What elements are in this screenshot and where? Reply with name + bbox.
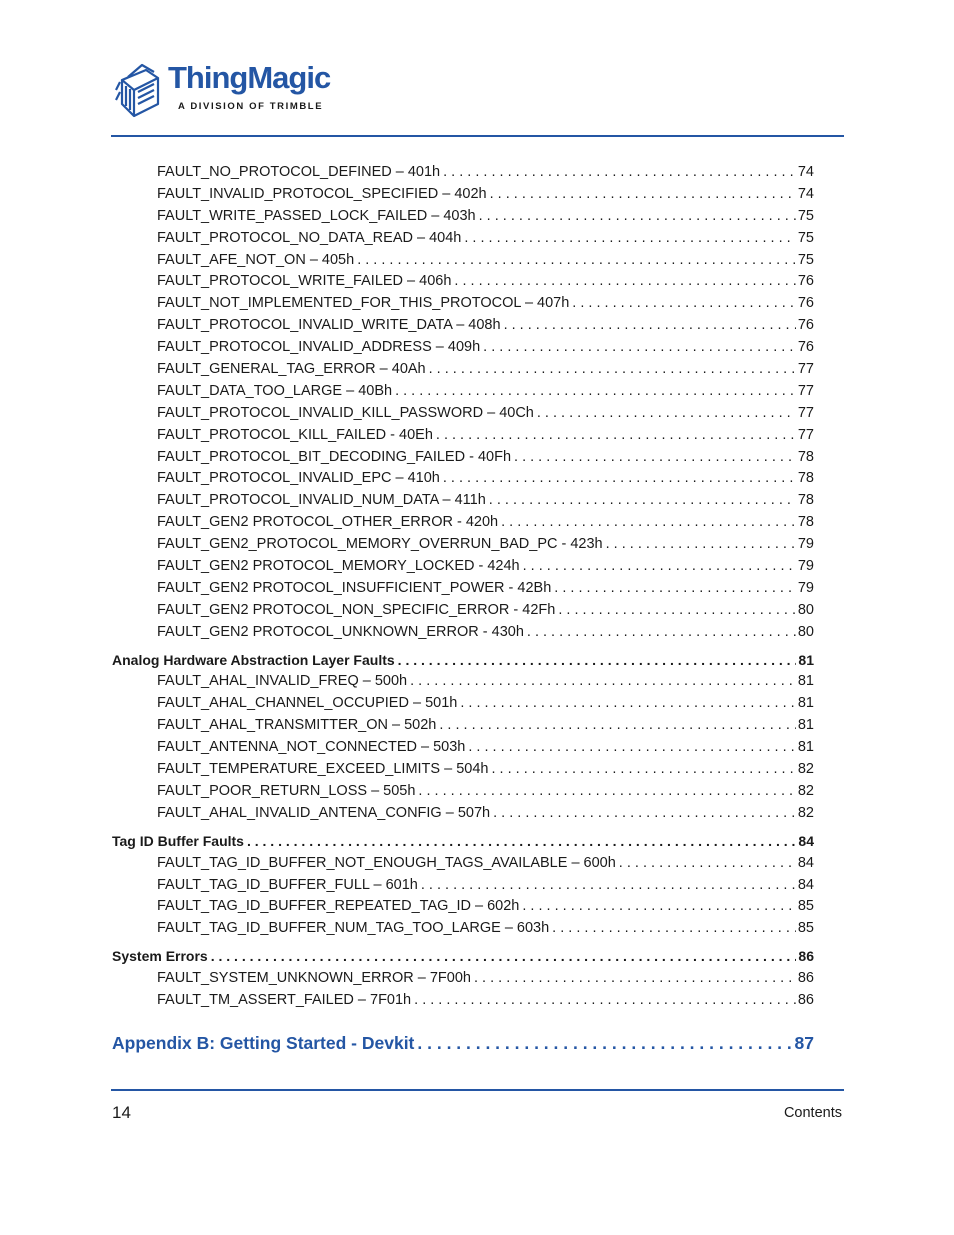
toc-entry[interactable] [112,715,814,737]
toc-entry-title: FAULT_PROTOCOL_BIT_DECODING_FAILED - 40Fh [157,448,512,465]
toc-entry[interactable] [112,228,814,250]
toc-entry[interactable] [112,556,814,578]
toc-page-number: 87 [794,1032,814,1053]
toc-entry-title: FAULT_NO_PROTOCOL_DEFINED – 401h [157,164,441,180]
toc-appendix-b[interactable] [112,1030,814,1056]
toc-entry[interactable] [112,337,814,359]
toc-page-number: 78 [797,492,814,509]
toc-dot-leader [426,359,796,381]
toc-entry-title: FAULT_PROTOCOL_KILL_FAILED - 40Eh [157,426,433,443]
toc-page-number: 76 [797,339,814,356]
toc-page-number: 77 [797,382,814,399]
toc-group-protocol-faults [112,162,814,644]
toc-dot-leader [414,1030,792,1056]
toc-entry[interactable] [112,447,814,469]
toc-entry-title: FAULT_AHAL_INVALID_ANTENA_CONFIG – 507h [157,804,491,821]
toc-section-title: System Errors [112,948,208,965]
toc-dot-leader [549,918,796,940]
toc-dot-leader [451,271,795,293]
toc-entry[interactable] [112,737,814,759]
toc-entry-title: FAULT_SYSTEM_UNKNOWN_ERROR – 7F00h [157,970,471,987]
toc-page-number: 80 [797,601,814,618]
toc-entry-title: FAULT_PROTOCOL_INVALID_WRITE_DATA – 408h [157,317,501,334]
toc-dot-leader [415,781,795,803]
toc-entry-title: FAULT_AHAL_TRANSMITTER_ON – 502h [157,717,437,734]
toc-page-number: 79 [797,579,814,596]
footer-section-label: Contents [783,1105,842,1121]
toc-dot-leader [569,293,796,315]
toc-dot-leader [476,206,796,228]
toc-appendix-title: Appendix B: Getting Started - Devkit [112,1032,415,1053]
toc-entry-title: FAULT_TAG_ID_BUFFER_REPEATED_TAG_ID – 602h [157,898,520,915]
toc-entry-title: FAULT_DATA_TOO_LARGE – 40Bh [157,382,393,399]
toc-section-system-errors[interactable] [112,946,814,968]
toc-dot-leader [490,803,796,825]
toc-entry-title: FAULT_GEN2 PROTOCOL_OTHER_ERROR - 420h [157,514,499,531]
toc-page-number: 78 [797,448,814,465]
toc-page-number: 84 [797,854,814,871]
toc-dot-leader [440,468,796,490]
toc-dot-leader [520,556,796,578]
toc-dot-leader [519,896,796,918]
toc-dot-leader [392,381,796,403]
toc-dot-leader [487,184,796,206]
toc-page-number: 86 [798,948,814,965]
toc-entry-title: FAULT_GEN2 PROTOCOL_MEMORY_LOCKED - 424h [157,558,520,575]
toc-dot-leader [498,512,796,534]
toc-entry-title: FAULT_TM_ASSERT_FAILED – 7F01h [157,991,412,1008]
toc-entry[interactable] [112,293,814,315]
toc-page-number: 77 [797,426,814,443]
toc-dot-leader [486,490,796,512]
logo-subtitle: A DIVISION OF TRIMBLE [178,101,324,112]
toc-entry[interactable] [112,968,814,990]
toc-entry-title: FAULT_TAG_ID_BUFFER_NUM_TAG_TOO_LARGE – 603h [157,920,550,937]
toc-dot-leader [480,337,796,359]
toc-dot-leader [471,968,796,990]
toc-entry[interactable] [112,184,814,206]
toc-dot-leader [603,534,796,556]
toc-page-number: 86 [797,991,814,1008]
toc-page-number: 74 [797,164,814,180]
toc-entry[interactable] [112,403,814,425]
toc-dot-leader [524,622,796,644]
toc-page-number: 86 [797,970,814,987]
toc-entry[interactable] [112,468,814,490]
toc-group-tag-id-faults [112,853,814,941]
toc-page-number: 85 [797,920,814,937]
toc-dot-leader [511,447,796,469]
toc-page-number: 76 [797,273,814,290]
toc-dot-leader [436,715,796,737]
toc-page-number: 75 [797,207,814,224]
toc-entry-title: FAULT_PROTOCOL_INVALID_NUM_DATA – 411h [157,492,486,509]
toc-dot-leader [465,737,796,759]
toc-dot-leader [433,425,796,447]
toc-section-tag-id-buffer[interactable] [112,831,814,853]
toc-page-number: 82 [797,804,814,821]
page-number: 14 [112,1103,131,1122]
toc-dot-leader [407,671,796,693]
toc-page-number: 76 [797,295,814,312]
toc-entry-title: FAULT_GENERAL_TAG_ERROR – 40Ah [157,361,426,378]
toc-section-title: Analog Hardware Abstraction Layer Faults [112,651,395,668]
toc-page-number: 81 [798,651,814,668]
toc-entry-title: FAULT_PROTOCOL_INVALID_ADDRESS – 409h [157,339,481,356]
thingmagic-logo [112,60,342,122]
toc-section-title: Tag ID Buffer Faults [112,832,244,849]
toc-group-analog-faults [112,671,814,824]
toc-entry-title: FAULT_WRITE_PASSED_LOCK_FAILED – 403h [157,207,476,224]
toc-page-number: 85 [797,898,814,915]
toc-entry-title: FAULT_PROTOCOL_WRITE_FAILED – 406h [157,273,452,290]
toc-page-number: 80 [797,623,814,640]
toc-page-number: 82 [797,782,814,799]
toc-dot-leader [440,162,796,184]
toc-entry[interactable] [112,918,814,940]
toc-entry[interactable] [112,896,814,918]
logo-title: ThingMagic [168,60,331,95]
toc-dot-leader [616,853,796,875]
toc-entry[interactable] [112,622,814,644]
toc-entry[interactable] [112,206,814,228]
toc-entry-title: FAULT_ANTENNA_NOT_CONNECTED – 503h [157,739,466,756]
toc-entry-title: FAULT_AHAL_INVALID_FREQ – 500h [157,673,408,690]
toc-dot-leader [418,875,796,897]
toc-page-number: 78 [797,514,814,531]
toc-dot-leader [411,990,796,1012]
toc-entry-title: FAULT_PROTOCOL_NO_DATA_READ – 404h [157,229,462,246]
toc-entry-title: FAULT_AHAL_CHANNEL_OCCUPIED – 501h [157,695,458,712]
toc-dot-leader [551,578,796,600]
toc-entry[interactable] [112,990,814,1012]
toc-entry[interactable] [112,315,814,337]
toc-page-number: 77 [797,404,814,421]
toc-entry[interactable] [112,759,814,781]
toc-entry[interactable] [112,381,814,403]
toc-entry[interactable] [112,600,814,622]
toc-dot-leader [534,403,796,425]
toc-entry-title: FAULT_INVALID_PROTOCOL_SPECIFIED – 402h [157,185,487,202]
toc-entry[interactable] [112,781,814,803]
toc-page-number: 74 [797,185,814,202]
toc-entry[interactable] [112,250,814,272]
toc-page-number: 84 [797,876,814,893]
toc-entry-title: FAULT_TAG_ID_BUFFER_FULL – 601h [157,876,418,893]
toc-entry[interactable] [112,359,814,381]
toc-entry-title: FAULT_PROTOCOL_INVALID_KILL_PASSWORD – 40Ch [157,404,534,421]
toc-dot-leader [555,600,796,622]
toc-entry[interactable] [112,578,814,600]
toc-page-number: 79 [797,536,814,553]
toc-section-analog-hal[interactable] [112,650,814,672]
toc-entry-title: FAULT_AFE_NOT_ON – 405h [157,251,355,268]
toc-entry[interactable] [112,490,814,512]
toc-dot-leader [457,693,796,715]
toc-entry[interactable] [112,693,814,715]
toc-entry-title: FAULT_POOR_RETURN_LOSS – 505h [157,782,416,799]
toc-page-number: 84 [798,832,814,849]
toc-page-number: 81 [797,739,814,756]
toc-dot-leader [488,759,795,781]
toc-entry[interactable] [112,803,814,825]
toc-group-system-errors [112,968,814,1012]
toc-entry[interactable] [112,512,814,534]
footer-rule [111,1089,844,1091]
toc-entry-title: FAULT_GEN2 PROTOCOL_NON_SPECIFIC_ERROR - 42Fh [157,601,556,618]
toc-page-number: 75 [797,229,814,246]
toc-entry-title: FAULT_TAG_ID_BUFFER_NOT_ENOUGH_TAGS_AVAILABLE – 600h [157,854,616,871]
toc-page-number: 81 [797,717,814,734]
toc-entry[interactable] [112,162,814,184]
toc-entry[interactable] [112,271,814,293]
toc-page-number: 82 [797,761,814,778]
toc-entry[interactable] [112,671,814,693]
toc-entry[interactable] [112,425,814,447]
toc-page-number: 78 [797,470,814,487]
toc-entry-title: FAULT_TEMPERATURE_EXCEED_LIMITS – 504h [157,761,489,778]
toc-page-number: 75 [797,251,814,268]
toc-dot-leader [395,650,797,672]
toc-entry[interactable] [112,534,814,556]
toc-dot-leader [244,831,796,853]
toc-dot-leader [354,250,796,272]
toc-dot-leader [501,315,796,337]
toc-entry-title: FAULT_PROTOCOL_INVALID_EPC – 410h [157,470,440,487]
toc-dot-leader [461,228,796,250]
toc-page-number: 77 [797,361,814,378]
toc-entry[interactable] [112,853,814,875]
toc-page-number: 76 [797,317,814,334]
toc-entry-title: FAULT_GEN2 PROTOCOL_UNKNOWN_ERROR - 430h [157,623,524,640]
chip-tag-icon [112,60,166,122]
toc-page-number: 79 [797,558,814,575]
toc-dot-leader [208,946,797,968]
header-rule [111,135,844,137]
toc-page-number: 81 [797,673,814,690]
toc-page-number: 81 [797,695,814,712]
toc-entry[interactable] [112,875,814,897]
toc-entry-title: FAULT_GEN2 PROTOCOL_INSUFFICIENT_POWER - 42Bh [157,579,552,596]
toc-entry-title: FAULT_GEN2_PROTOCOL_MEMORY_OVERRUN_BAD_PC - 423h [157,536,603,553]
table-of-contents [112,162,814,1056]
toc-entry-title: FAULT_NOT_IMPLEMENTED_FOR_THIS_PROTOCOL – 407h [157,295,570,312]
